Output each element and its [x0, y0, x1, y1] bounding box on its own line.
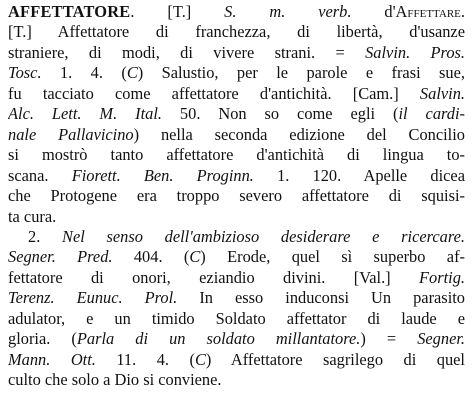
italic-text: Salvin. [419, 83, 465, 103]
body-text: fu tacciato come affettatore d'antichità. [Cam.] [8, 83, 420, 103]
italic-text: Fiorett. Ben. Proginn. [71, 165, 254, 185]
body-text: d' [351, 2, 396, 21]
entry-line [8, 370, 465, 390]
small-caps-reference: Affettare [395, 2, 461, 21]
body-text: ) nella seconda edizione del Concilio [133, 124, 465, 144]
entry-line [8, 22, 465, 42]
dictionary-entry [8, 2, 465, 391]
entry-line [8, 125, 465, 145]
entry-line [8, 2, 465, 22]
body-text: . [460, 2, 465, 21]
italic-text: Terenz. Eunuc. Prol. [8, 288, 178, 308]
body-text: ) Erode, quel sì superbo af- [200, 247, 465, 267]
italic-text: Alc. Lett. M. Ital. [8, 104, 162, 124]
headword: AFFETTATORE [8, 2, 131, 21]
body-text: 1. 120. Apelle dicea [253, 165, 465, 185]
body-text: gloria. ( [8, 329, 77, 349]
italic-text: il cardi- [398, 104, 465, 124]
italic-text: Fortig. [419, 267, 465, 287]
entry-line [8, 166, 465, 186]
entry-line [8, 207, 465, 227]
body-text: culto che solo a Dio si conviene. [8, 370, 222, 390]
body-text: [T.] Affettatore di franchezza, di libertà, d'usanze [8, 22, 465, 42]
italic-text: nale Pallavicino [8, 124, 134, 144]
body-text: ta cura. [8, 206, 57, 226]
italic-text: C [189, 247, 201, 267]
italic-text: Tosc. [8, 63, 42, 83]
italic-text: Segner. [417, 329, 465, 349]
body-text: 404. ( [112, 247, 190, 267]
entry-line [8, 350, 465, 370]
body-text: adulator, e un timido Soldato affettator di laude e [8, 308, 465, 328]
italic-text: C [126, 63, 138, 83]
entry-line [8, 104, 465, 124]
body-text: scana. [8, 165, 72, 185]
entry-line [8, 309, 465, 329]
body-text: fettatore di onori, eziandio divini. [Val.] [8, 267, 419, 287]
entry-line [8, 247, 465, 267]
body-text: ) Affettatore sagrilego di quel [205, 349, 465, 369]
italic-text: Segner. Pred. [8, 247, 113, 267]
entry-line [8, 268, 465, 288]
entry-line [8, 186, 465, 206]
entry-line [8, 84, 465, 104]
body-text: straniere, di modi, di vivere strani. = [8, 42, 366, 62]
body-text: 50. Non so come egli ( [161, 104, 399, 124]
body-text: si mostrò tanto affettatore d'antichità di lingua to- [8, 145, 465, 165]
italic-text: Salvin. Pros. [365, 42, 465, 62]
body-text: 11. 4. ( [95, 349, 195, 369]
entry-line [8, 43, 465, 63]
italic-text: Nel senso dell'ambizioso desiderare e ricercare. [62, 226, 465, 246]
body-text: ) = [360, 329, 418, 349]
body-text: In esso induconsi Un parasito [177, 288, 465, 308]
entry-line [8, 63, 465, 83]
italic-text: Parla di un soldato millantatore. [76, 329, 361, 349]
entry-line [8, 329, 465, 349]
entry-line [8, 145, 465, 165]
body-text: 1. 4. ( [41, 63, 127, 83]
body-text: 2. [28, 226, 63, 246]
italic-text: Mann. Ott. [8, 349, 96, 369]
body-text: ) Salustio, per le parole e frasi sue, [137, 63, 465, 83]
entry-line [8, 288, 465, 308]
entry-line [8, 227, 465, 247]
body-text: . [T.] [130, 2, 225, 21]
italic-text: S. m. verb. [224, 2, 352, 21]
body-text: che Protogene era troppo severo affettatore di squisi- [8, 186, 465, 206]
italic-text: C [194, 349, 206, 369]
